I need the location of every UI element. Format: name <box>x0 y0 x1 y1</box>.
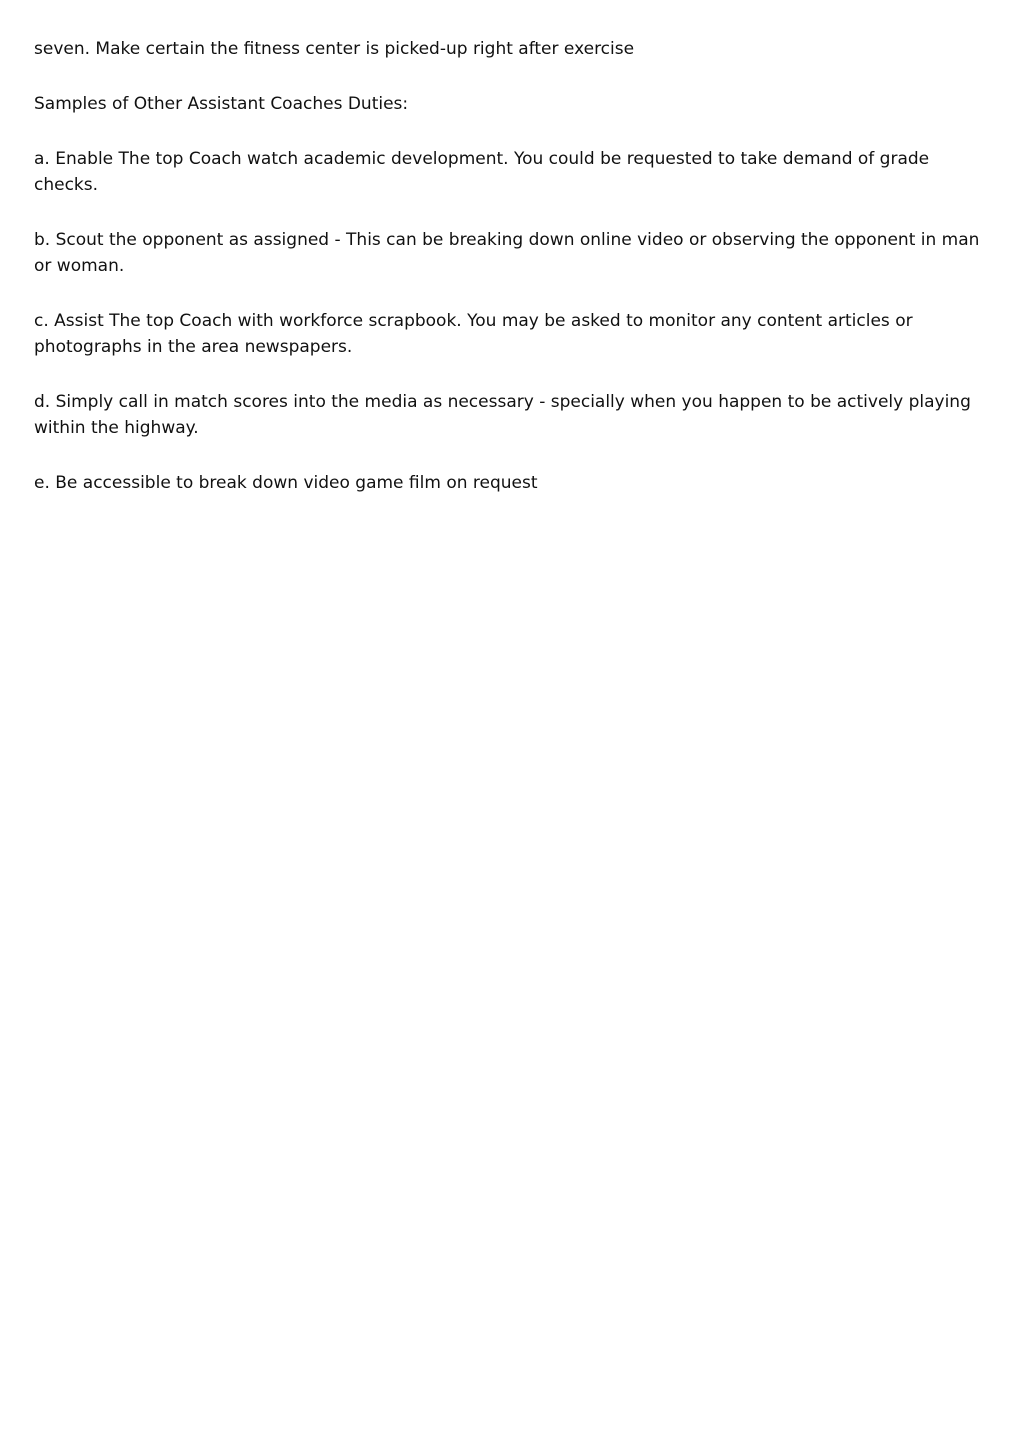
paragraph-item-c: c. Assist The top Coach with workforce scrapbook. You may be asked to monitor any content articles or photographs in the area newspapers. <box>34 311 913 357</box>
paragraph-item-b: b. Scout the opponent as assigned - This can be breaking down online video or observing the opponent in man or woman. <box>34 230 980 276</box>
paragraph-item-a: a. Enable The top Coach watch academic development. You could be requested to take demand of grade checks. <box>34 149 930 195</box>
paragraph-section-heading: Samples of Other Assistant Coaches Duties: <box>34 94 409 114</box>
paragraph-fitness-center: seven. Make certain the fitness center is picked-up right after exercise <box>34 39 635 59</box>
document-body <box>34 36 994 525</box>
paragraph-item-d: d. Simply call in match scores into the media as necessary - specially when you happen to be actively playing within the highway. <box>34 392 971 438</box>
paragraph-item-e: e. Be accessible to break down video game film on request <box>34 473 538 493</box>
